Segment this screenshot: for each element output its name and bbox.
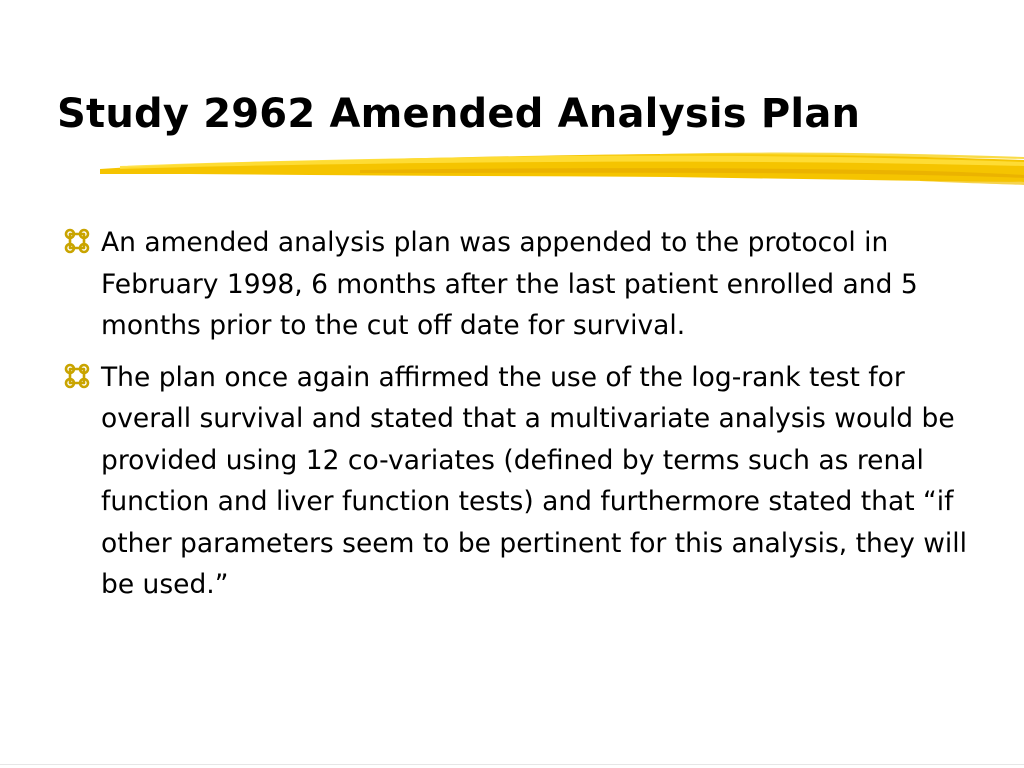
slide-title: Study 2962 Amended Analysis Plan [57,91,861,137]
bullet-text: The plan once again affirmed the use of the log-rank test for overall survival and stated that a multivariate analysis would be provided using 12 co-variates (defined by terms such as renal function and liver function tests) and furthermore stated that “if other parameters seem to be pertinent for this analysis, they will be used.” [101,361,967,600]
bullet-list [62,222,972,616]
slide-bottom-border [0,764,1024,765]
place-of-interest-icon [64,360,90,390]
bullet-item [62,222,972,347]
bullet-text: An amended analysis plan was appended to the protocol in February 1998, 6 months after the last patient enrolled and 5 months prior to the cut off date for survival. [101,227,918,341]
place-of-interest-icon [64,225,90,255]
title-underline-brushstroke [100,146,1024,188]
bullet-item [62,357,972,606]
